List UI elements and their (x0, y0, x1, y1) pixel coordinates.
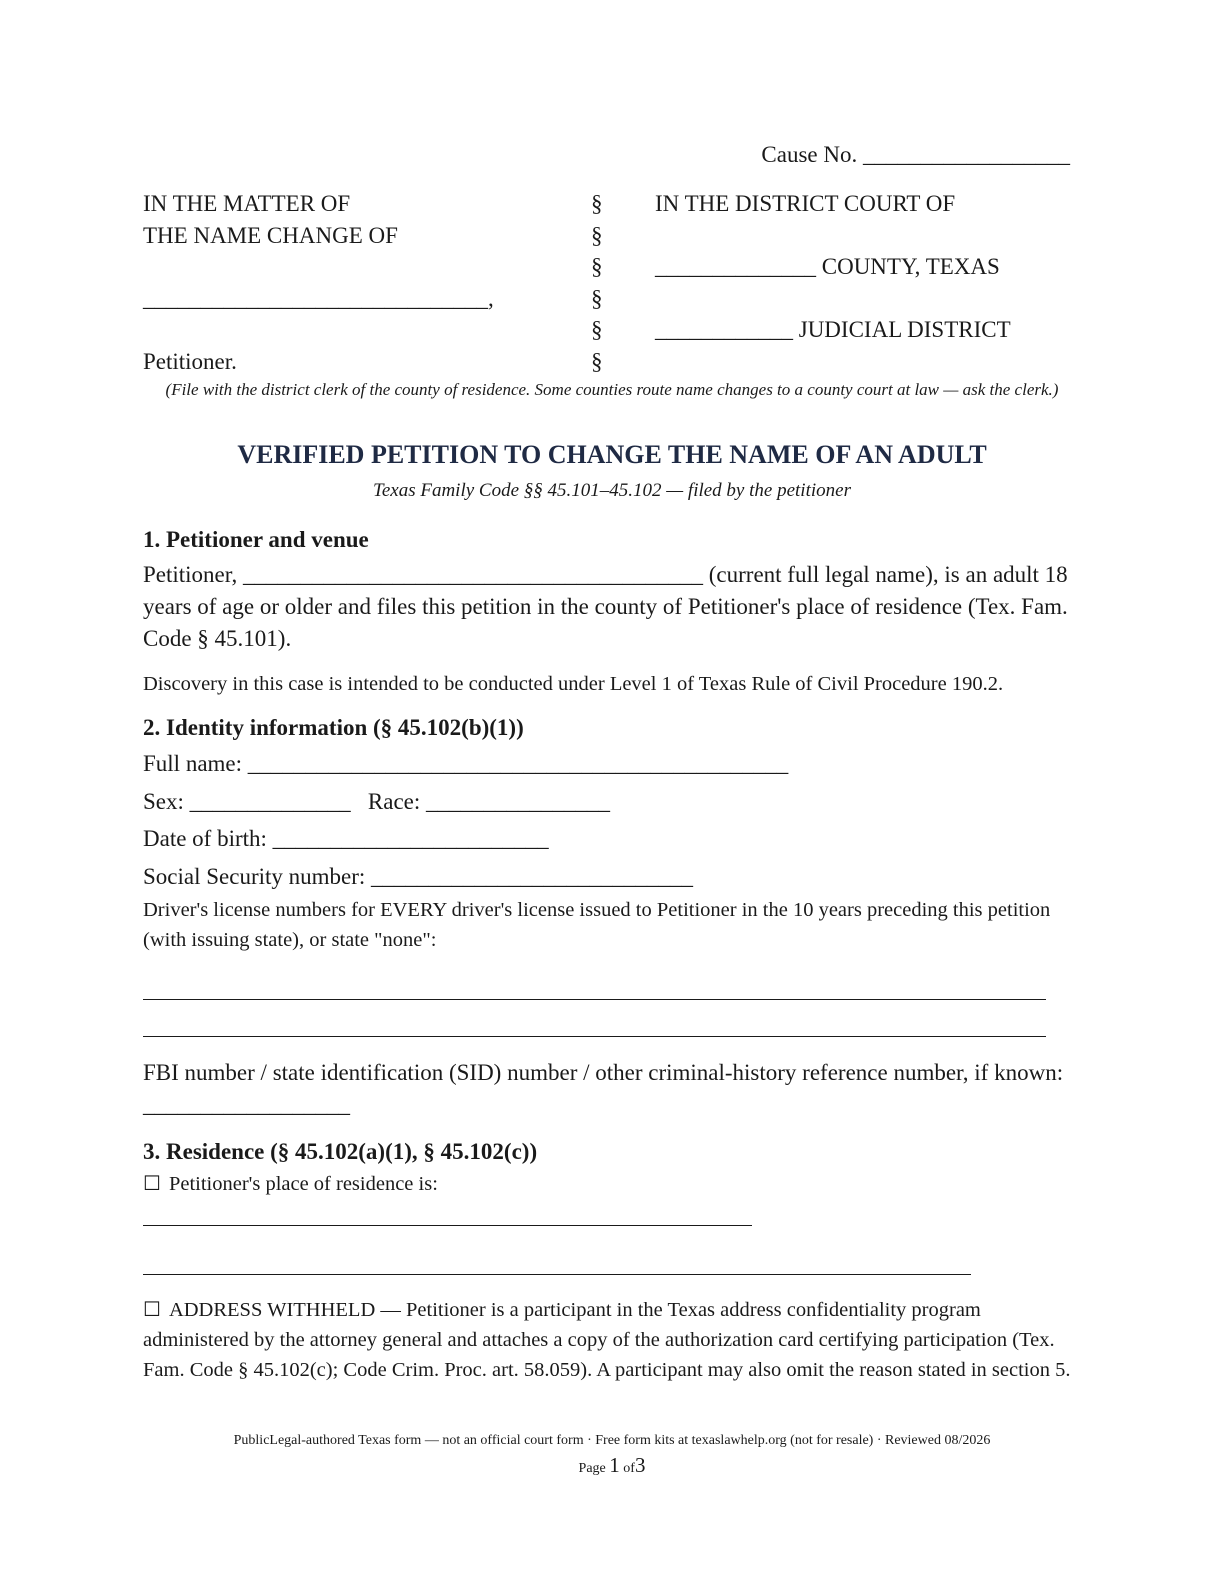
caption-right: IN THE DISTRICT COURT OF (655, 191, 956, 216)
caption-left (143, 251, 591, 283)
criminal-history-number-field[interactable]: FBI number / state identification (SID) number / other criminal-history reference number, if known: __________________ (143, 1060, 1064, 1117)
caption-row (143, 346, 1083, 378)
residence-option (143, 1169, 1073, 1199)
caption-left: THE NAME CHANGE OF (143, 222, 398, 248)
cause-number: Cause No. __________________ (761, 142, 1070, 167)
drivers-license-line[interactable] (143, 977, 1046, 1000)
section-symbol: § (591, 348, 603, 374)
sex-field[interactable]: Sex: ______________ (143, 788, 351, 814)
section-symbol: § (591, 285, 603, 311)
section-symbol: § (591, 317, 603, 343)
residence-address-line[interactable] (143, 1203, 752, 1226)
residence-address-line[interactable] (143, 1252, 971, 1275)
checkbox-icon[interactable]: ☐ (143, 1299, 161, 1321)
sex-race-row (143, 783, 1073, 821)
judicial-district-field[interactable]: ____________ JUDICIAL DISTRICT (655, 317, 1011, 343)
date-of-birth-field[interactable]: Date of birth: ________________________ (143, 826, 549, 851)
filing-note: (File with the district clerk of the county of residence. Some counties route name changes to a county court at law — ask the clerk.) (165, 380, 1059, 399)
section-heading: 1. Petitioner and venue (143, 527, 369, 552)
caption-row (143, 188, 1083, 220)
checkbox-icon[interactable]: ☐ (143, 1173, 161, 1195)
caption-left: Petitioner. (143, 348, 237, 374)
of-word: of (623, 1461, 635, 1476)
document-subtitle: Texas Family Code §§ 45.101–45.102 — filed by the petitioner (373, 480, 851, 501)
section-symbol: § (591, 191, 603, 216)
residence-label: Petitioner's place of residence is: (168, 1173, 438, 1195)
section-symbol: § (591, 254, 603, 280)
caption-row (143, 283, 1083, 315)
petition-body (143, 523, 1073, 1385)
page-word: Page (578, 1461, 606, 1476)
drivers-license-instructions: Driver's license numbers for EVERY driver's license issued to Petitioner in the 10 years preceding this petition (with issuing state), or state "none": (143, 899, 1051, 951)
document-title: VERIFIED PETITION TO CHANGE THE NAME OF AN ADULT (237, 440, 987, 469)
race-field[interactable]: Race: ________________ (367, 788, 610, 814)
caption-row (143, 314, 1083, 346)
ssn-field[interactable]: Social Security number: ____________________________ (143, 863, 694, 889)
case-caption (143, 188, 1083, 378)
footer-note: PublicLegal-authored Texas form — not an official court form · Free form kits at texaslawhelp.org (not for resale) · Reviewed 08/2026 (233, 1433, 991, 1448)
caption-left (143, 314, 591, 346)
section-heading: 2. Identity information (§ 45.102(b)(1)) (143, 715, 524, 740)
discovery-level-statement: Discovery in this case is intended to be conducted under Level 1 of Texas Rule of Civil Procedure 190.2. (143, 673, 1004, 695)
address-withheld-option (143, 1295, 1073, 1385)
caption-row (143, 251, 1083, 283)
current-page: 1 (609, 1453, 620, 1477)
caption-row (143, 220, 1083, 252)
petitioner-paragraph: Petitioner, ________________________________________ (current full legal name), is an adult 18 years of age or older and files this petition in the county of Petitioner's place of residence (Tex. Fam. Code § 45.101). (143, 562, 1068, 651)
petitioner-name-field[interactable]: ______________________________, (143, 285, 494, 311)
page-number (0, 1453, 1224, 1478)
total-pages: 3 (634, 1453, 646, 1477)
address-withheld-text: ADDRESS WITHHELD — Petitioner is a participant in the Texas address confidentiality program administered by the attorney general and attaches a copy of the authorization card certifying participation (Tex. Fam. Code § 45.102(c); Code Crim. Proc. art. 58.059). A participant may also omit the reason stated in section 5. (143, 1299, 1071, 1381)
drivers-license-line[interactable] (143, 1014, 1046, 1037)
section-heading: 3. Residence (§ 45.102(a)(1), § 45.102(c)) (143, 1139, 538, 1164)
caption-left: IN THE MATTER OF (143, 191, 351, 216)
county-field[interactable]: ______________ COUNTY, TEXAS (655, 254, 1000, 280)
full-name-field[interactable]: Full name: _______________________________________________ (143, 751, 789, 776)
section-symbol: § (591, 222, 603, 248)
